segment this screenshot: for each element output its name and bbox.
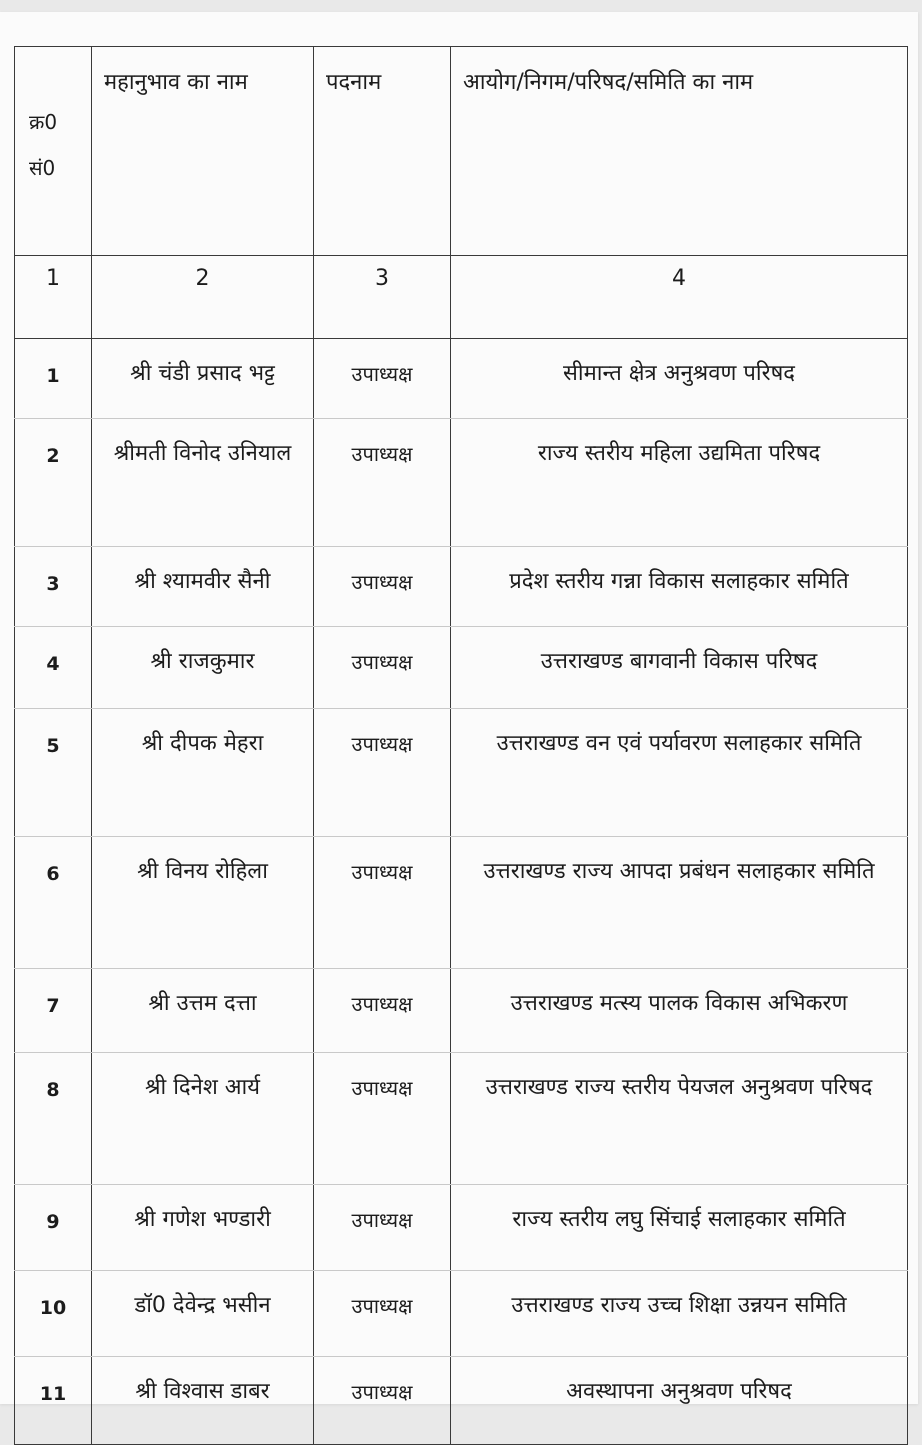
table-header-row (15, 47, 908, 256)
row-designation: उपाध्यक्ष (314, 547, 451, 627)
row-body: उत्तराखण्ड बागवानी विकास परिषद (451, 627, 908, 709)
row-body: उत्तराखण्ड मत्स्य पालक विकास अभिकरण (451, 969, 908, 1053)
column-number: 3 (314, 256, 451, 339)
row-designation: उपाध्यक्ष (314, 709, 451, 837)
header-serial-line2: सं0 (29, 156, 56, 180)
row-body: अवस्थापना अनुश्रवण परिषद (451, 1357, 908, 1445)
row-body: प्रदेश स्तरीय गन्ना विकास सलाहकार समिति (451, 547, 908, 627)
table-row (15, 1357, 908, 1445)
table-row (15, 547, 908, 627)
header-serial-line1: क्र0 (29, 110, 58, 134)
row-name: श्रीमती विनोद उनियाल (92, 419, 314, 547)
row-serial: 7 (15, 969, 92, 1053)
row-serial: 4 (15, 627, 92, 709)
row-body: सीमान्त क्षेत्र अनुश्रवण परिषद (451, 339, 908, 419)
row-serial: 8 (15, 1053, 92, 1185)
row-serial: 2 (15, 419, 92, 547)
table-row (15, 627, 908, 709)
header-body: आयोग/निगम/परिषद/समिति का नाम (451, 47, 908, 256)
row-name: श्री विश्वास डाबर (92, 1357, 314, 1445)
column-number-row (15, 256, 908, 339)
row-name: श्री श्यामवीर सैनी (92, 547, 314, 627)
row-designation: उपाध्यक्ष (314, 837, 451, 969)
header-designation: पदनाम (314, 47, 451, 256)
row-name: श्री चंडी प्रसाद भट्ट (92, 339, 314, 419)
row-body: उत्तराखण्ड राज्य आपदा प्रबंधन सलाहकार समिति (451, 837, 908, 969)
row-serial: 5 (15, 709, 92, 837)
table-row (15, 1271, 908, 1357)
row-serial: 3 (15, 547, 92, 627)
table-row (15, 709, 908, 837)
table-row (15, 969, 908, 1053)
row-name: डॉ0 देवेन्द्र भसीन (92, 1271, 314, 1357)
row-designation: उपाध्यक्ष (314, 1053, 451, 1185)
row-designation: उपाध्यक्ष (314, 339, 451, 419)
row-name: श्री उत्तम दत्ता (92, 969, 314, 1053)
row-designation: उपाध्यक्ष (314, 1271, 451, 1357)
table-row (15, 837, 908, 969)
column-number: 4 (451, 256, 908, 339)
row-designation: उपाध्यक्ष (314, 1185, 451, 1271)
row-designation: उपाध्यक्ष (314, 627, 451, 709)
row-serial: 10 (15, 1271, 92, 1357)
table-row (15, 1053, 908, 1185)
row-serial: 9 (15, 1185, 92, 1271)
table-row (15, 419, 908, 547)
row-body: उत्तराखण्ड राज्य स्तरीय पेयजल अनुश्रवण परिषद (451, 1053, 908, 1185)
row-serial: 11 (15, 1357, 92, 1445)
row-designation: उपाध्यक्ष (314, 1357, 451, 1445)
row-name: श्री विनय रोहिला (92, 837, 314, 969)
table-row (15, 339, 908, 419)
row-serial: 1 (15, 339, 92, 419)
appointments-table (14, 46, 908, 1445)
row-body: राज्य स्तरीय महिला उद्यमिता परिषद (451, 419, 908, 547)
row-name: श्री दीपक मेहरा (92, 709, 314, 837)
header-name: महानुभाव का नाम (92, 47, 314, 256)
row-body: उत्तराखण्ड वन एवं पर्यावरण सलाहकार समिति (451, 709, 908, 837)
row-designation: उपाध्यक्ष (314, 969, 451, 1053)
row-name: श्री गणेश भण्डारी (92, 1185, 314, 1271)
row-name: श्री दिनेश आर्य (92, 1053, 314, 1185)
document-page (0, 12, 918, 1404)
column-number: 2 (92, 256, 314, 339)
column-number: 1 (15, 256, 92, 339)
header-serial-number (15, 47, 92, 256)
row-designation: उपाध्यक्ष (314, 419, 451, 547)
table-row (15, 1185, 908, 1271)
row-name: श्री राजकुमार (92, 627, 314, 709)
row-serial: 6 (15, 837, 92, 969)
row-body: उत्तराखण्ड राज्य उच्च शिक्षा उन्नयन समिति (451, 1271, 908, 1357)
row-body: राज्य स्तरीय लघु सिंचाई सलाहकार समिति (451, 1185, 908, 1271)
